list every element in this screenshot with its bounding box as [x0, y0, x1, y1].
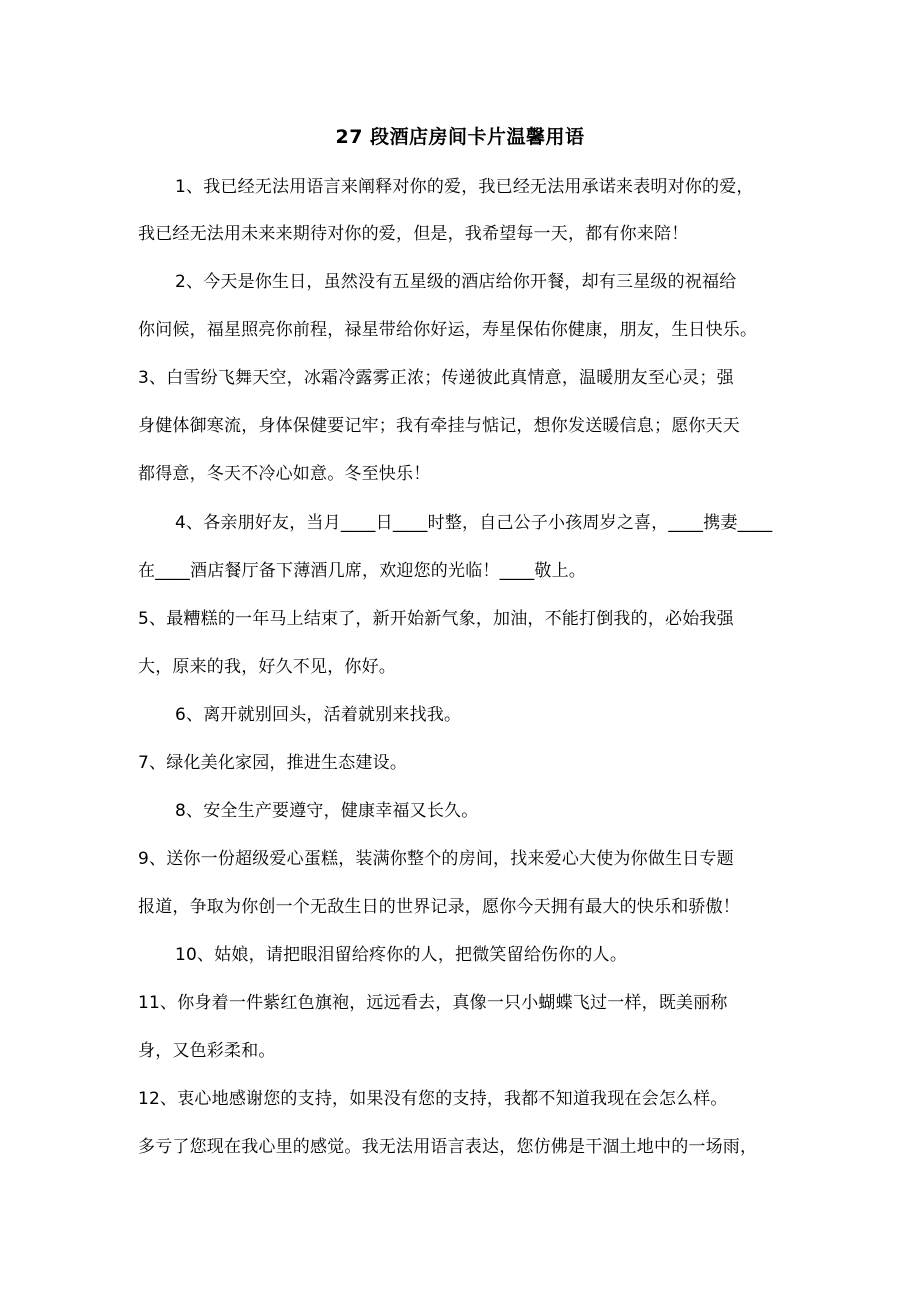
paragraph-line: 在____酒店餐厅备下薄酒几席，欢迎您的光临！____敬上。 [138, 561, 586, 581]
paragraph-line: 6、离开就别回头，活着就别来找我。 [175, 705, 462, 725]
paragraph-line: 11、你身着一件紫红色旗袍，远远看去，真像一只小蝴蝶飞过一样，既美丽称 [138, 993, 728, 1013]
paragraph-line: 2、今天是你生日，虽然没有五星级的酒店给你开餐，却有三星级的祝福给 [175, 272, 737, 292]
paragraph-line: 3、白雪纷飞舞天空，冰霜冷露雾正浓；传递彼此真情意，温暖朋友至心灵；强 [138, 368, 734, 388]
paragraph-line: 身健体御寒流，身体保健要记牢；我有牵挂与惦记，想你发送暖信息；愿你天天 [138, 416, 740, 436]
paragraph-line: 12、衷心地感谢您的支持，如果没有您的支持，我都不知道我现在会怎么样。 [138, 1089, 728, 1109]
paragraph-line: 大，原来的我，好久不见，你好。 [138, 657, 396, 677]
paragraph-line: 8、安全生产要遵守，健康幸福又长久。 [175, 801, 479, 821]
paragraph-line: 我已经无法用未来来期待对你的爱，但是，我希望每一天，都有你来陪！ [138, 224, 689, 244]
paragraph-line: 多亏了您现在我心里的感觉。我无法用语言表达，您仿佛是干涸土地中的一场雨， [138, 1137, 758, 1157]
paragraph-line: 1、我已经无法用语言来阐释对你的爱，我已经无法用承诺来表明对你的爱， [175, 177, 754, 197]
paragraph-line: 9、送你一份超级爱心蛋糕，装满你整个的房间，找来爱心大使为你做生日专题 [138, 849, 734, 869]
paragraph-line: 都得意，冬天不冷心如意。冬至快乐！ [138, 464, 431, 484]
paragraph-line: 5、最糟糕的一年马上结束了，新开始新气象，加油，不能打倒我的，必始我强 [138, 609, 734, 629]
paragraph-line: 身，又色彩柔和。 [138, 1041, 276, 1061]
paragraph-line: 报道，争取为你创一个无敌生日的世界记录，愿你今天拥有最大的快乐和骄傲！ [138, 897, 740, 917]
paragraph-line: 7、绿化美化家园，推进生态建设。 [138, 753, 408, 773]
document-title: 27 段酒店房间卡片温馨用语 [335, 126, 585, 148]
paragraph-line: 你问候，福星照亮你前程，禄星带给你好运，寿星保佑你健康，朋友，生日快乐。 [138, 320, 758, 340]
paragraph-line: 4、各亲朋好友，当月____日____时整，自己公子小孩周岁之喜，____携妻____ [175, 513, 773, 533]
paragraph-line: 10、姑娘，请把眼泪留给疼你的人，把微笑留给伤你的人。 [175, 945, 628, 965]
